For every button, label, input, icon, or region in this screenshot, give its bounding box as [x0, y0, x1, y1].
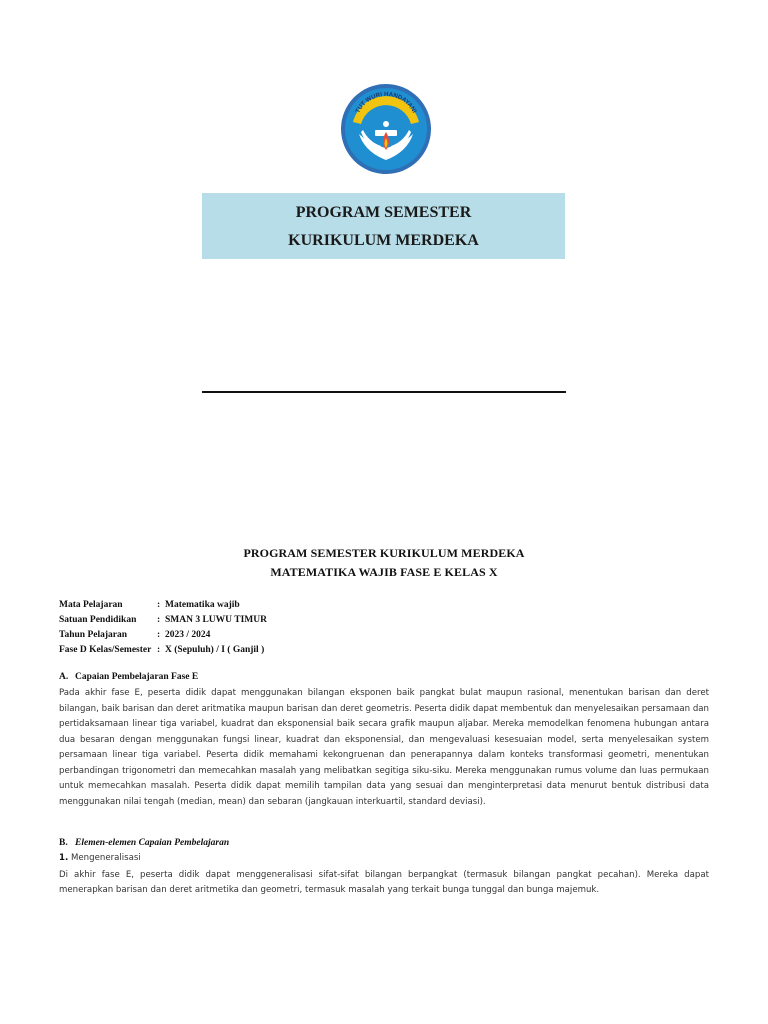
meta-row-subject: [59, 598, 267, 613]
meta-value: 2023 / 2024: [165, 630, 211, 640]
meta-row-year: [59, 628, 267, 643]
meta-separator: :: [157, 615, 161, 625]
meta-row-phase: [59, 643, 267, 658]
section-letter: A.: [59, 672, 69, 682]
meta-key: Tahun Pelajaran: [59, 630, 128, 640]
meta-separator: :: [157, 600, 161, 610]
section-a-heading: [59, 672, 198, 682]
subsection-number: 1.: [59, 853, 69, 863]
cover-title-box: [202, 193, 565, 259]
emblem-icon: [339, 82, 433, 176]
meta-separator: :: [157, 645, 161, 655]
tut-wuri-handayani-logo: [339, 82, 433, 176]
meta-info-table: [59, 598, 267, 658]
meta-key: Fase D Kelas/Semester: [59, 645, 152, 655]
star-dot: [383, 121, 389, 127]
meta-separator: :: [157, 630, 161, 640]
meta-value: X (Sepuluh) / I ( Ganjil ): [165, 645, 265, 655]
section-letter: B.: [59, 838, 68, 848]
meta-key: Satuan Pendidikan: [59, 615, 137, 625]
section-a-body: Pada akhir fase E, peserta didik dapat menggunakan bilangan eksponen baik pangkat bulat maupun rasional, menentukan barisan dan deret bilangan, baik barisan dan deret aritmatika maupun barisan dan deret geometris. Peserta didik dapat membentuk dan menyelesaikan persamaan dan pertidaksamaan linear tiga variabel, kuadrat dan eksponensial baik secara grafik maupun aljabar. Mereka memodelkan fenomena hubungan antara dua besaran dengan menggunakan fungsi linear, kuadrat dan eksponensial, dan mengevaluasi kesesuaian model, serta menyelesaikan system persamaan linear tiga variabel. Peserta didik memahami kekongruenan dan penerapannya dalam konteks transformasi geometri, menentukan perbandingan trigonometri dan memecahkan masalah yang melibatkan segitiga siku-siku. Mereka menggunakan rumus volume dan luas permukaan untuk memecahkan masalah. Peserta didik dapat memilih tampilan data yang sesuai dan menginterpretasi data menurut bentuk distribusi data menggunakan nilai tengah (median, mean) dan sebaran (jangkauan interkuartil, standard deviasi).: [59, 688, 709, 807]
logo-motto: TUT WURI HANDAYANI: [354, 90, 418, 115]
cover-divider: [202, 391, 566, 393]
cover-title-line2: KURIKULUM MERDEKA: [288, 232, 479, 249]
document-title-line1: PROGRAM SEMESTER KURIKULUM MERDEKA: [243, 546, 525, 560]
meta-row-school: [59, 613, 267, 628]
subsection-heading: [59, 853, 141, 863]
document-title-line2: MATEMATIKA WAJIB FASE E KELAS X: [270, 565, 498, 579]
section-title: Capaian Pembelajaran Fase E: [75, 672, 199, 682]
section-b-body: Di akhir fase E, peserta didik dapat menggeneralisasi sifat-sifat bilangan berpangkat (termasuk bilangan pangkat pecahan). Mereka dapat menerapkan barisan dan deret aritmetika dan geometri, termasuk masalah yang terkait bunga tunggal dan bunga majemuk.: [59, 870, 709, 895]
section-b-heading: [59, 838, 229, 848]
meta-value: Matematika wajib: [165, 600, 240, 610]
section-title: Elemen-elemen Capaian Pembelajaran: [75, 838, 230, 848]
meta-key: Mata Pelajaran: [59, 600, 123, 610]
cover-title-line1: PROGRAM SEMESTER: [295, 204, 472, 221]
subsection-title: Mengeneralisasi: [70, 853, 141, 863]
meta-value: SMAN 3 LUWU TIMUR: [165, 615, 267, 625]
